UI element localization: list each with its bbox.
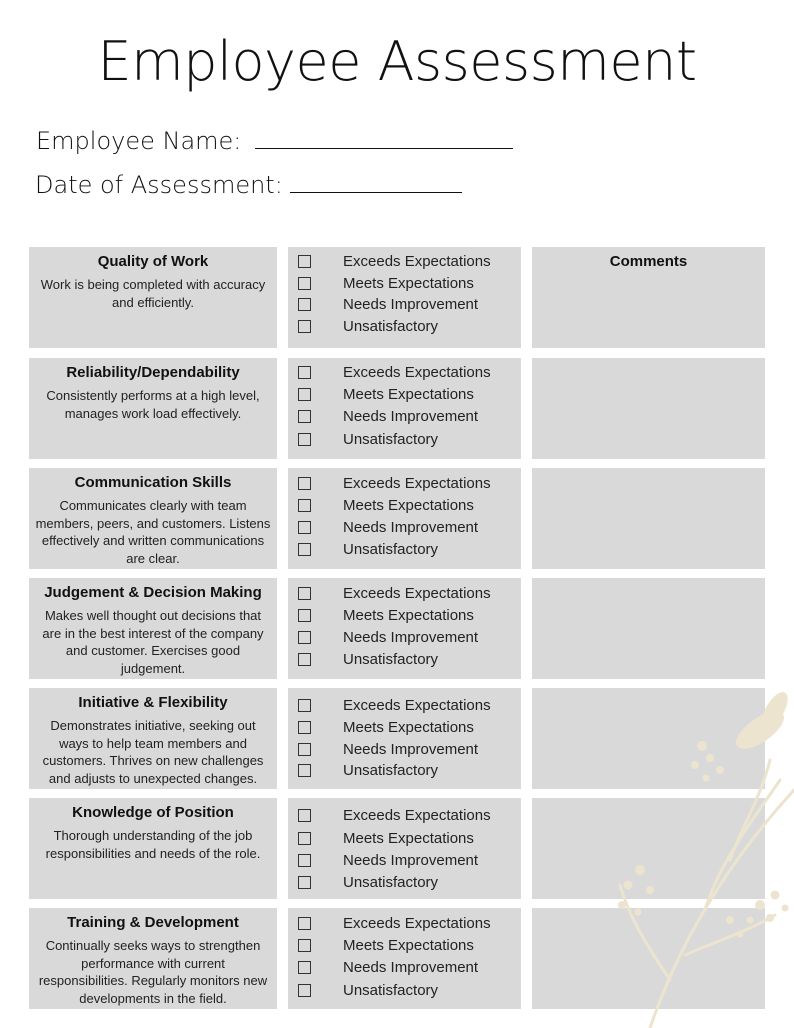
rating-checkbox[interactable]: [298, 433, 311, 446]
criterion-description: Thorough understanding of the job responsibilities and needs of the role.: [45, 828, 261, 861]
criterion-title: Communication Skills: [74, 474, 232, 491]
rating-checkbox[interactable]: [298, 876, 311, 889]
rating-option-label: Unsatisfactory: [343, 317, 439, 335]
rating-option-label: Exceeds Expectations: [343, 914, 491, 932]
rating-option[interactable]: [298, 516, 478, 538]
rating-checkbox[interactable]: [298, 854, 311, 867]
rating-checkbox[interactable]: [298, 809, 311, 822]
rating-checkbox[interactable]: [298, 543, 311, 556]
rating-option[interactable]: [298, 315, 438, 337]
rating-checkbox[interactable]: [298, 587, 311, 600]
rating-checkbox[interactable]: [298, 388, 311, 401]
rating-option-label: Meets Expectations: [343, 936, 474, 954]
criterion-description: Work is being completed with accuracy and efficiently.: [40, 277, 266, 310]
rating-option[interactable]: [298, 871, 438, 893]
rating-option[interactable]: [298, 956, 478, 978]
rating-checkbox[interactable]: [298, 499, 311, 512]
criterion-cell: [29, 798, 277, 899]
rating-option[interactable]: [298, 582, 491, 604]
criterion-row: [29, 908, 765, 1009]
criterion-cell: [29, 358, 277, 459]
comments-header: Comments: [609, 253, 688, 270]
rating-checkbox[interactable]: [298, 320, 311, 333]
rating-checkbox[interactable]: [298, 631, 311, 644]
comments-cell[interactable]: [532, 908, 765, 1009]
rating-option-label: Unsatisfactory: [343, 761, 439, 779]
rating-option[interactable]: [298, 405, 478, 427]
rating-option-label: Needs Improvement: [343, 628, 479, 646]
rating-checkbox[interactable]: [298, 917, 311, 930]
rating-option-label: Unsatisfactory: [343, 430, 439, 448]
rating-checkbox[interactable]: [298, 609, 311, 622]
rating-option-label: Needs Improvement: [343, 407, 479, 425]
rating-option[interactable]: [298, 694, 491, 716]
date-of-assessment-input-line[interactable]: [290, 170, 462, 193]
rating-option-label: Meets Expectations: [343, 496, 474, 514]
criterion-cell: [29, 247, 277, 348]
criterion-cell: [29, 578, 277, 679]
rating-option-label: Needs Improvement: [343, 740, 479, 758]
rating-option[interactable]: [298, 979, 438, 1001]
rating-checkbox[interactable]: [298, 699, 311, 712]
criterion-cell: [29, 908, 277, 1009]
rating-option[interactable]: [298, 827, 474, 849]
rating-option[interactable]: [298, 626, 478, 648]
rating-option-label: Meets Expectations: [343, 274, 474, 292]
rating-option-label: Unsatisfactory: [343, 981, 439, 999]
criterion-row: [29, 247, 765, 348]
rating-checkbox[interactable]: [298, 764, 311, 777]
rating-option[interactable]: [298, 428, 438, 450]
criterion-description: Communicates clearly with team members, peers, and customers. Listens effectively and written communications are clear.: [35, 498, 271, 566]
rating-option[interactable]: [298, 272, 474, 294]
criterion-title: Quality of Work: [97, 253, 209, 270]
employee-name-field: [36, 126, 513, 155]
criterion-description: Makes well thought out decisions that are in the best interest of the company and customer. Exercises good judgement.: [42, 608, 264, 676]
rating-checkbox[interactable]: [298, 721, 311, 734]
rating-options-cell: [288, 468, 521, 569]
rating-option-label: Unsatisfactory: [343, 873, 439, 891]
rating-checkbox[interactable]: [298, 255, 311, 268]
rating-option[interactable]: [298, 494, 474, 516]
rating-option[interactable]: [298, 716, 474, 738]
rating-option-label: Needs Improvement: [343, 295, 479, 313]
rating-option-label: Exceeds Expectations: [343, 363, 491, 381]
rating-options-cell: [288, 578, 521, 679]
rating-checkbox[interactable]: [298, 743, 311, 756]
criterion-title: Initiative & Flexibility: [78, 694, 228, 711]
rating-option-label: Needs Improvement: [343, 958, 479, 976]
date-of-assessment-label: Date of Assessment:: [35, 171, 283, 199]
criterion-row: [29, 578, 765, 679]
rating-option-label: Meets Expectations: [343, 718, 474, 736]
criterion-title: Training & Development: [67, 914, 239, 931]
rating-option[interactable]: [298, 361, 491, 383]
rating-option[interactable]: [298, 250, 491, 272]
criterion-description: Consistently performs at a high level, manages work load effectively.: [46, 388, 260, 421]
criterion-title: Judgement & Decision Making: [44, 584, 262, 601]
rating-option-label: Exceeds Expectations: [343, 696, 491, 714]
rating-checkbox[interactable]: [298, 366, 311, 379]
rating-option-label: Exceeds Expectations: [343, 806, 491, 824]
criterion-cell: [29, 688, 277, 789]
page-title: Employee Assessment: [97, 30, 697, 93]
rating-option[interactable]: [298, 472, 491, 494]
comments-cell[interactable]: [532, 468, 765, 569]
rating-options-cell: [288, 798, 521, 899]
rating-options-cell: [288, 247, 521, 348]
employee-name-label: Employee Name:: [36, 127, 242, 155]
criterion-row: [29, 688, 765, 789]
rating-option[interactable]: [298, 934, 474, 956]
rating-checkbox[interactable]: [298, 410, 311, 423]
criterion-title: Reliability/Dependability: [66, 364, 240, 381]
rating-checkbox[interactable]: [298, 477, 311, 490]
rating-options-cell: [288, 908, 521, 1009]
rating-checkbox[interactable]: [298, 277, 311, 290]
comments-cell[interactable]: [532, 578, 765, 679]
rating-option[interactable]: [298, 293, 478, 315]
rating-option-label: Exceeds Expectations: [343, 474, 491, 492]
criterion-title: Knowledge of Position: [72, 804, 234, 821]
rating-option[interactable]: [298, 759, 438, 781]
rating-option-label: Needs Improvement: [343, 518, 479, 536]
rating-option[interactable]: [298, 738, 478, 760]
rating-checkbox[interactable]: [298, 939, 311, 952]
criterion-cell: [29, 468, 277, 569]
rating-options-cell: [288, 688, 521, 789]
rating-option-label: Meets Expectations: [343, 829, 474, 847]
comments-cell[interactable]: [532, 688, 765, 789]
rating-option-label: Needs Improvement: [343, 851, 479, 869]
rating-option-label: Exceeds Expectations: [343, 584, 491, 602]
rating-checkbox[interactable]: [298, 961, 311, 974]
rating-checkbox[interactable]: [298, 984, 311, 997]
rating-option-label: Meets Expectations: [343, 385, 474, 403]
date-of-assessment-field: [35, 170, 462, 199]
comments-cell[interactable]: [532, 798, 765, 899]
rating-option[interactable]: [298, 604, 474, 626]
employee-name-input-line[interactable]: [255, 126, 513, 149]
rating-option[interactable]: [298, 648, 438, 670]
criterion-row: [29, 798, 765, 899]
rating-option[interactable]: [298, 804, 491, 826]
rating-options-cell: [288, 358, 521, 459]
rating-checkbox[interactable]: [298, 832, 311, 845]
rating-option[interactable]: [298, 849, 478, 871]
criterion-description: Continually seeks ways to strengthen performance with current responsibilities. Regularly monitors new developments in the field.: [38, 938, 268, 1006]
rating-option-label: Meets Expectations: [343, 606, 474, 624]
rating-checkbox[interactable]: [298, 298, 311, 311]
rating-option[interactable]: [298, 912, 491, 934]
rating-checkbox[interactable]: [298, 653, 311, 666]
rating-option-label: Exceeds Expectations: [343, 252, 491, 270]
rating-option[interactable]: [298, 383, 474, 405]
criterion-row: [29, 358, 765, 459]
comments-cell[interactable]: [532, 247, 765, 348]
rating-checkbox[interactable]: [298, 521, 311, 534]
rating-option-label: Unsatisfactory: [343, 540, 439, 558]
criterion-description: Demonstrates initiative, seeking out ways to help team members and customers. Thrives on new challenges and adjusts to unexpected changes.: [42, 718, 264, 786]
rating-option-label: Unsatisfactory: [343, 650, 439, 668]
criterion-row: [29, 468, 765, 569]
rating-option[interactable]: [298, 538, 438, 560]
comments-cell[interactable]: [532, 358, 765, 459]
